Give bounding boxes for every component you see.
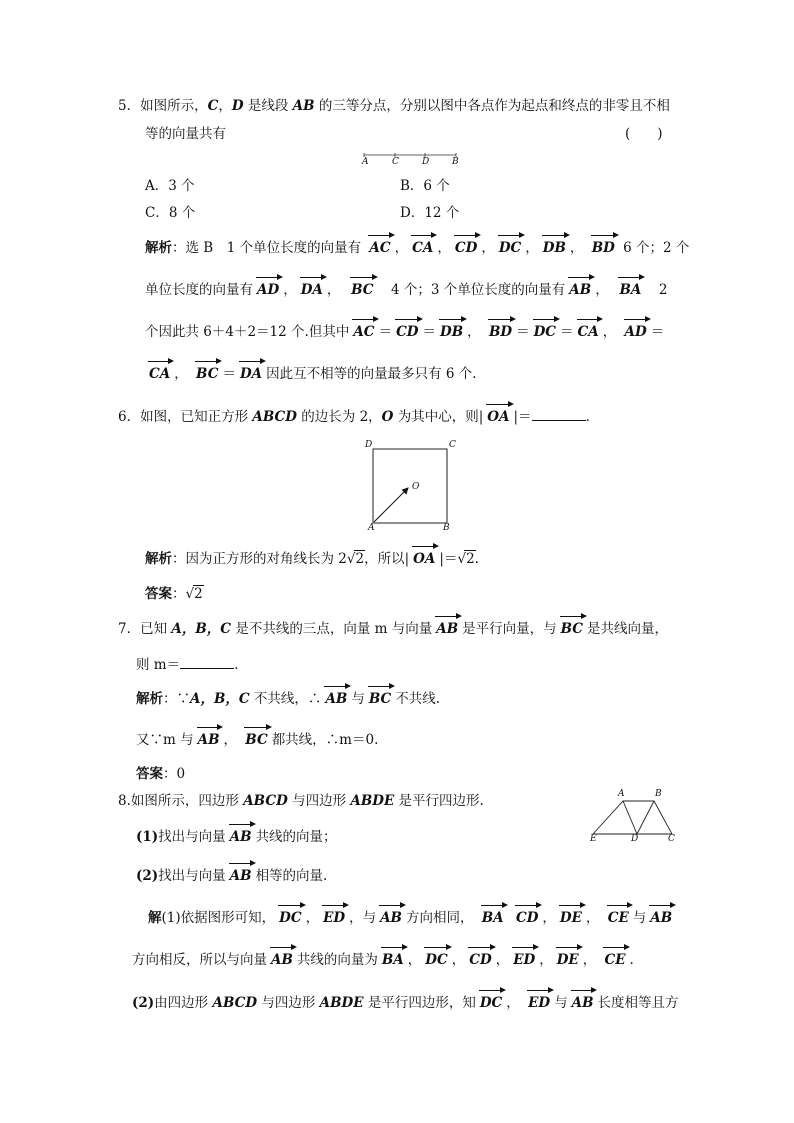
vector-ed: ED (323, 910, 346, 926)
q6-fig-label-b: B (443, 523, 450, 533)
period: . (629, 952, 634, 968)
answer-label: 答案 (136, 766, 163, 782)
q7-answer (136, 764, 185, 784)
comma: ， (407, 952, 422, 968)
comma: ， (602, 324, 617, 340)
square-label: ABCD (252, 409, 297, 425)
comma: ， (525, 240, 539, 256)
analysis-text: ，所以| (364, 551, 410, 567)
vector-ab: AB (197, 732, 220, 748)
analysis-text: 选 B 1 个单位长度的向量有 (185, 240, 362, 256)
analysis-text: |＝ (439, 551, 458, 567)
part-number: (1) (136, 829, 159, 845)
vector-bc: BC (245, 732, 268, 748)
q7-stem-text: 则 m＝ (136, 657, 181, 673)
analysis-text: 单位长度的向量有 (145, 282, 253, 298)
q8-stem-text: 是平行四边形. (394, 793, 484, 809)
vector-ab: AB (229, 868, 252, 884)
vector-ab: AB (571, 995, 594, 1011)
vector-cd: CD (469, 952, 492, 968)
vector-dc: DC (498, 240, 522, 256)
sqrt-bar (464, 550, 475, 551)
vector-ab: AB (569, 282, 592, 298)
points-label: A，B，C (190, 691, 250, 707)
q5-analysis-line4 (145, 364, 477, 384)
q5-fig-label-d: D (422, 157, 430, 167)
vector-ca: CA (577, 324, 599, 340)
q5-analysis-line3 (145, 322, 664, 342)
vector-oa: OA (413, 551, 436, 567)
q7-stem (118, 619, 668, 639)
solution-text: (1)依据图形可知， (161, 910, 276, 926)
solution-text: 长度相等且方 (597, 995, 679, 1011)
analysis-text: 6 个；2 个 (623, 240, 690, 256)
equals-sign: ＝ (516, 324, 530, 340)
option-d-text: D．12 个 (400, 205, 460, 221)
analysis-text: 个因此共 6＋4＋2＝12 个.但其中 (145, 324, 350, 340)
vector-ce: CE (604, 952, 626, 968)
vector-de: DE (556, 952, 579, 968)
part-number: (2) (136, 868, 159, 884)
solution-text: 由四边形 (154, 995, 213, 1011)
q5-analysis-line1 (145, 238, 689, 258)
solution-text: 与四边形 (257, 995, 320, 1011)
vector-cd: CD (454, 240, 478, 256)
q8-stem-text: 如图所示，四边形 (130, 793, 244, 809)
comma: ， (481, 240, 495, 256)
q8-fig-label-a: A (618, 789, 625, 799)
period: . (234, 657, 239, 673)
sqrt-2: √2 (457, 551, 475, 567)
vector-ad: AD (257, 282, 280, 298)
analysis-text: ：∵ (163, 691, 190, 707)
comma: ， (326, 282, 334, 298)
vector-ab: AB (436, 621, 459, 637)
analysis-text: 又∵m 与 (136, 732, 194, 748)
comma: ， (582, 952, 597, 968)
answer-parentheses: ( ) (625, 126, 663, 142)
q6-stem-text: 的边长为 2， (296, 409, 382, 425)
vector-bc: BC (560, 621, 584, 637)
q5-stem-text: 是线段 (243, 98, 293, 114)
q8-fig-label-e: E (590, 834, 597, 844)
q8-stem-text: 共线的向量； (255, 829, 337, 845)
solution-text: 与 (632, 910, 647, 926)
solution-text: ，与 (349, 910, 377, 926)
q5-option-b (400, 176, 450, 196)
vector-bc: BC (196, 366, 219, 382)
q8-fig-label-d: D (631, 834, 639, 844)
vector-bd: BD (591, 240, 615, 256)
vector-ca: CA (149, 366, 171, 382)
q5-answer-paren (625, 124, 663, 144)
equals-sign: ＝ (222, 366, 236, 382)
answer-label: 答案 (145, 586, 172, 602)
analysis-text: 4 个；3 个单位长度的向量有 (391, 282, 566, 298)
vector-ac: AC (369, 240, 391, 256)
option-b-text: B．6 个 (400, 178, 450, 194)
q7-stem-text: 已知 (140, 621, 172, 637)
q5-stem-line1 (118, 96, 670, 116)
equals-sign: ＝ (560, 324, 574, 340)
q7-stem-text: 是平行向量，与 (462, 621, 557, 637)
vector-ba: BA (481, 910, 504, 926)
period: . (585, 409, 590, 425)
solution-text: 方向相反，所以与向量 (132, 952, 267, 968)
analysis-text: 因此互不相等的向量最多只有 6 个. (266, 366, 477, 382)
q7-stem-line2 (136, 654, 238, 675)
comma: ， (539, 952, 553, 968)
q8-stem-text: 找出与向量 (158, 829, 226, 845)
sqrt-2: √2 (185, 586, 203, 602)
comma: ， (174, 366, 188, 382)
solution-text: 与 (554, 995, 568, 1011)
vector-bc: BC (351, 282, 374, 298)
quad-abde-label: ABDE (319, 995, 364, 1011)
q6-fig-label-c: C (449, 440, 456, 450)
vector-ab: AB (650, 910, 673, 926)
comma: ， (495, 952, 510, 968)
radicand: 2 (194, 586, 203, 602)
analysis-label: 解析 (145, 551, 172, 567)
segment-ab-label: AB (292, 98, 315, 114)
point-c-label: C (207, 98, 219, 114)
vector-db: DB (440, 324, 464, 340)
period: . (474, 551, 479, 567)
vector-ba: BA (619, 282, 642, 298)
comma: ， (542, 910, 556, 926)
vector-ab: AB (229, 829, 252, 845)
q8-stem-text: 找出与向量 (158, 868, 226, 884)
vector-bc: BC (368, 691, 392, 707)
q6-analysis (145, 549, 479, 569)
q8-stem (118, 791, 484, 811)
vector-ed: ED (513, 952, 536, 968)
q5-option-c (145, 203, 195, 223)
q8-fig-label-b: B (655, 789, 662, 799)
q7-analysis-line2 (136, 730, 378, 750)
comma: ， (506, 995, 520, 1011)
q6-stem-text: 如图，已知正方形 (140, 409, 253, 425)
colon: ： (172, 240, 186, 256)
vector-cd: CD (515, 910, 539, 926)
vector-ba: BA (381, 952, 404, 968)
q7-stem-text: 是共线向量， (587, 621, 669, 637)
vector-ce: CE (607, 910, 629, 926)
q8-stem-text: 与四边形 (287, 793, 351, 809)
comma: ， (394, 240, 409, 256)
analysis-text: 不共线. (395, 691, 441, 707)
solution-text: 是平行四边形，知 (363, 995, 476, 1011)
option-a-text: A．3 个 (145, 178, 195, 194)
q7-stem-text: 是不共线的三点，向量 m 与向量 (231, 621, 433, 637)
q8-stem-text: 相等的向量. (255, 868, 328, 884)
q5-stem-text: 等的向量共有 (145, 126, 226, 142)
analysis-text: 不共线，∴ (249, 691, 322, 707)
comma: ， (467, 324, 481, 340)
analysis-text: ：因为正方形的对角线长为 2 (172, 551, 347, 567)
q5-option-d (400, 203, 459, 223)
answer-blank (180, 654, 234, 669)
q8-solution-line1 (148, 908, 676, 928)
comma: ， (451, 952, 466, 968)
q6-fig-label-d: D (365, 440, 373, 450)
q6-stem-text: 为其中心，则| (393, 409, 484, 425)
comma: ， (305, 910, 320, 926)
solution-label: 解 (148, 910, 162, 926)
vector-de: DE (559, 910, 582, 926)
q8-solution-line3 (132, 993, 678, 1013)
q8-part1 (136, 827, 337, 847)
q5-stem-text: 如图所示， (140, 98, 208, 114)
q8-fig-label-c: C (668, 834, 675, 844)
analysis-text: 与 (351, 691, 365, 707)
analysis-text: 2 (658, 282, 668, 298)
vector-dc: DC (533, 324, 557, 340)
q5-analysis-line2 (145, 280, 667, 300)
solution-text: 方向相同， (405, 910, 474, 926)
solution-text: 共线的向量为 (296, 952, 378, 968)
q6-stem (118, 406, 590, 427)
comma: ， (585, 910, 600, 926)
q5-number: 5． (118, 98, 141, 114)
vector-oa: OA (487, 409, 510, 425)
analysis-label: 解析 (145, 240, 172, 256)
q5-fig-label-b: B (452, 157, 459, 167)
separator: ， (218, 98, 232, 114)
q6-fig-label-a: A (368, 523, 375, 533)
point-d-label: D (231, 98, 244, 114)
answer-value: ：0 (163, 766, 186, 782)
vector-ac: AC (353, 324, 375, 340)
vector-ab: AB (271, 952, 293, 968)
q8-solution-line2 (132, 950, 634, 970)
q6-stem-text: |＝ (513, 409, 532, 425)
q5-stem-text: 的三等分点，分别以图中各点作为起点和终点的非零且不相 (314, 98, 670, 114)
q5-option-a (145, 176, 195, 196)
vector-ca: CA (412, 240, 434, 256)
vector-ab: AB (380, 910, 402, 926)
points-label: A，B，C (171, 621, 232, 637)
quad-abde-label: ABDE (350, 793, 395, 809)
q5-segment-figure (364, 150, 464, 164)
q6-number: 6． (118, 409, 141, 425)
answer-blank (532, 406, 586, 421)
vector-ed: ED (528, 995, 551, 1011)
sqrt-bar (354, 550, 365, 551)
quad-abcd-label: ABCD (243, 793, 288, 809)
vector-db: DB (542, 240, 566, 256)
q6-answer (145, 584, 203, 604)
analysis-label: 解析 (136, 691, 163, 707)
comma: ， (223, 732, 237, 748)
sqrt-bar (193, 585, 204, 586)
analysis-text: 都共线，∴m＝0. (271, 732, 379, 748)
quad-abcd-label: ABCD (212, 995, 258, 1011)
vector-dc: DC (479, 995, 503, 1011)
equals-sign: ＝ (378, 324, 393, 340)
radicand: 2 (466, 551, 475, 567)
q8-number: 8. (118, 793, 131, 809)
q7-number: 7． (118, 621, 141, 637)
vector-dc: DC (425, 952, 448, 968)
vector-bd: BD (488, 324, 513, 340)
comma: ， (595, 282, 602, 298)
vector-da: DA (300, 282, 323, 298)
equals-sign: ＝ (422, 324, 437, 340)
vector-ab: AB (325, 691, 348, 707)
equals-sign: ＝ (650, 324, 665, 340)
comma: ， (283, 282, 297, 298)
option-c-text: C．8 个 (145, 205, 196, 221)
sqrt-2: √2 (346, 551, 365, 567)
comma: ， (437, 240, 451, 256)
center-label: O (381, 409, 394, 425)
q8-parallelogram-figure (590, 798, 680, 836)
q8-part2 (136, 866, 327, 886)
colon: ： (172, 586, 186, 602)
q5-stem-line2 (145, 124, 226, 144)
vector-cd: CD (396, 324, 419, 340)
radicand: 2 (355, 551, 365, 567)
q5-fig-label-a: A (362, 157, 369, 167)
vector-da: DA (239, 366, 263, 382)
q5-fig-label-c: C (392, 157, 399, 167)
comma: ， (569, 240, 584, 256)
q7-analysis-line1 (136, 689, 440, 709)
part-number: (2) (132, 995, 155, 1011)
vector-dc: DC (279, 910, 302, 926)
vector-ad: AD (624, 324, 647, 340)
q6-fig-label-o: O (412, 482, 420, 492)
